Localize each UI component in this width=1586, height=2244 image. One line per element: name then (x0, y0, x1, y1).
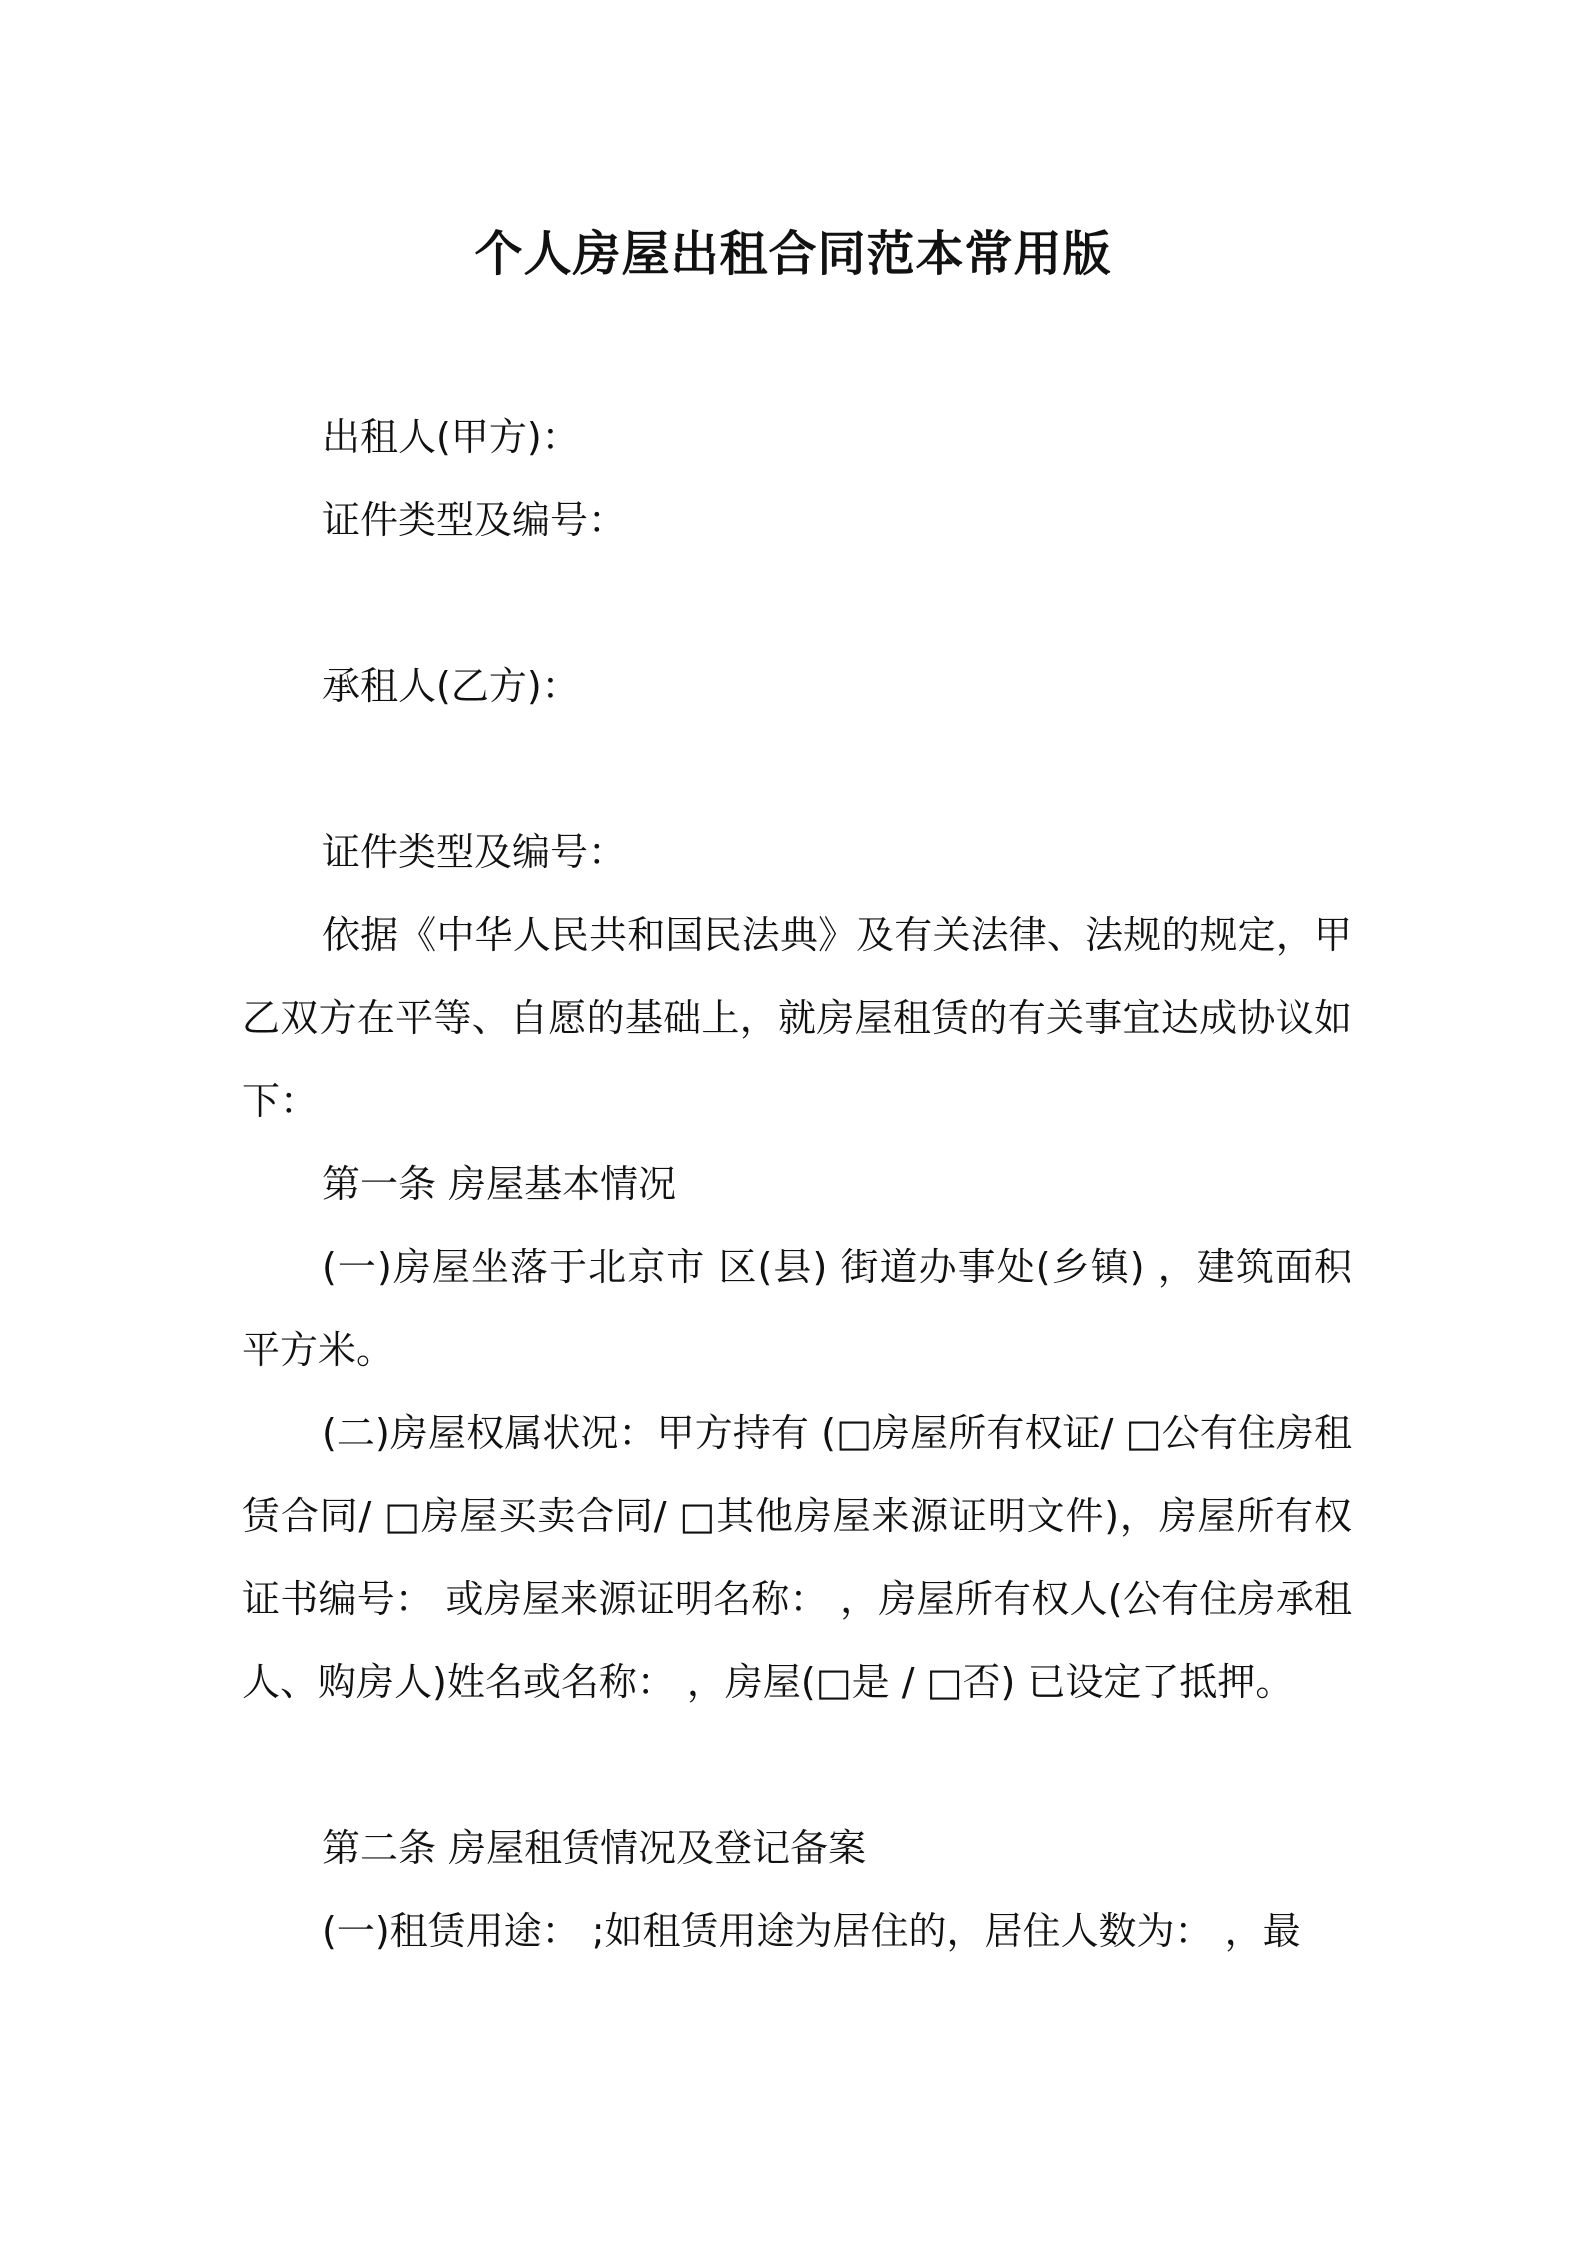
article1-paragraph-location: (一)房屋坐落于北京市 区(县) 街道办事处(乡镇) ，建筑面积 平方米。 (242, 1245, 1352, 1372)
lessor-label: 出租人(甲方)： (322, 415, 580, 459)
preamble-paragraph: 依据《中华人民共和国民法典》及有关法律、法规的规定，甲乙双方在平等、自愿的基础上，就房屋租赁的有关事宜达成协议如下： (242, 913, 1352, 1123)
document-title: 个人房屋出租合同范本常用版 (474, 226, 1112, 282)
lessee-label: 承租人(乙方)： (322, 664, 580, 708)
lessee-id-label: 证件类型及编号： (322, 830, 627, 874)
lessor-id-label: 证件类型及编号： (322, 498, 627, 542)
article2-paragraph-use: (一)租赁用途： ;如租赁用途为居住的，居住人数为： ，最 (322, 1909, 1301, 1953)
article1-paragraph-ownership: (二)房屋权属状况：甲方持有 (□房屋所有权证/ □公有住房租赁合同/ □房屋买卖合同/ □其他房屋来源证明文件)，房屋所有权证书编号： 或房屋来源证明名称： ，房屋所有权人(公有住房承租人、购房人)姓名或名称： ，房屋(□是 / □否) 已设定了抵押。 (242, 1411, 1352, 1704)
article2-heading: 第二条 房屋租赁情况及登记备案 (322, 1826, 867, 1870)
article1-heading: 第一条 房屋基本情况 (322, 1162, 677, 1206)
